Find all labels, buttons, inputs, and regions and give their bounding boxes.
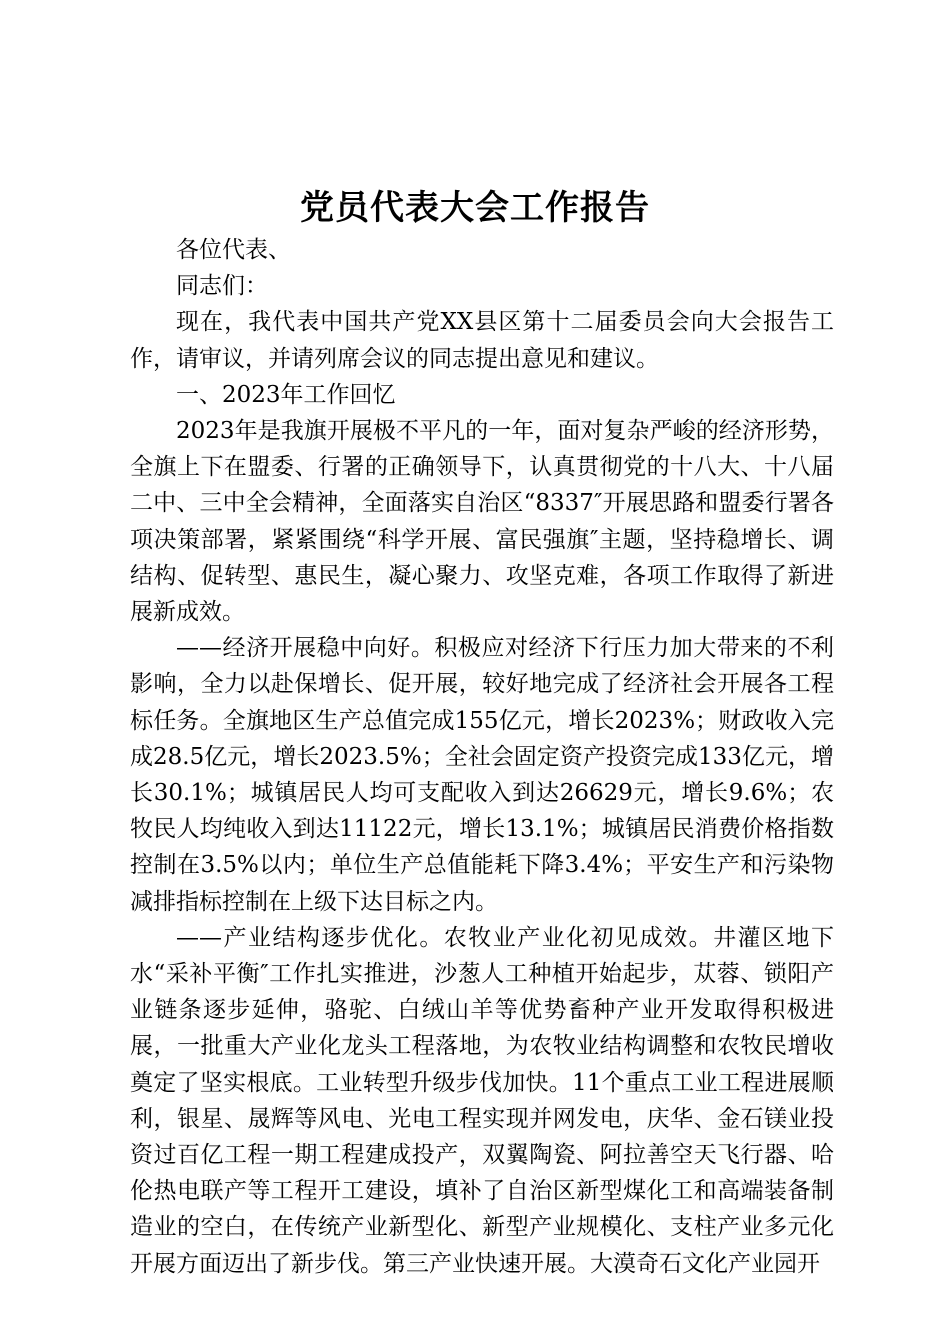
economy-paragraph: ——经济开展稳中向好。积极应对经济下行压力加大带来的不利影响，全力以赴保增长、促开展，较好地完成了经济社会开展各工程标任务。全旗地区生产总值完成155亿元，增长2023%；财政收入完成28.5亿元，增长2023.5%；全社会固定资产投资完成133亿元，增长30.1%；城镇居民人均可支配收入到达26629元，增长9.6%；农牧民人均纯收入到达11122元，增长13.1%；城镇居民消费价格指数控制在3.5%以内；单位生产总值能耗下降3.4%；平安生产和污染物减排指标控制在上级下达目标之内。 xyxy=(130,635,834,915)
industry-paragraph: ——产业结构逐步优化。农牧业产业化初见成效。井灌区地下水“采补平衡″工作扎实推进，沙葱人工种植开始起步，苁蓉、锁阳产业链条逐步延伸，骆驼、白绒山羊等优势畜种产业开发取得积极进展，一批重大产业化龙头工程落地，为农牧业结构调整和农牧民增收奠定了坚实根底。工业转型升级步伐加快。11个重点工业工程进展顺利，银星、晟辉等风电、光电工程实现并网发电，庆华、金石镁业投资过百亿工程一期工程建成投产，双翼陶瓷、阿拉善空天飞行器、哈伦热电联产等工程开工建设，填补了自治区新型煤化工和高端装备制造业的空白，在传统产业新型化、新型产业规模化、支柱产业多元化开展方面迈出了新步伐。第三产业快速开展。大漠奇石文化产业园开 xyxy=(130,924,834,1277)
document-body xyxy=(130,232,834,1282)
salutation-comrades: 同志们： xyxy=(176,273,268,300)
salutation-delegates: 各位代表、 xyxy=(176,237,291,263)
overview-paragraph: 2023年是我旗开展极不平凡的一年，面对复杂严峻的经济形势，全旗上下在盟委、行署的正确领导下，认真贯彻党的十八大、十八届二中、三中全会精神，全面落实自治区“8337″开展思路和盟委行署各项决策部署，紧紧围绕“科学开展、富民强旗″主题，坚持稳增长、调结构、促转型、惠民生，凝心聚力、攻坚克难，各项工作取得了新进展新成效。 xyxy=(130,418,834,626)
section-heading: 一、2023年工作回忆 xyxy=(176,381,396,408)
document-title: 党员代表大会工作报告 xyxy=(300,188,650,228)
opening-paragraph: 现在，我代表中国共产党XX县区第十二届委员会向大会报告工作，请审议，并请列席会议的同志提出意见和建议。 xyxy=(130,309,834,372)
